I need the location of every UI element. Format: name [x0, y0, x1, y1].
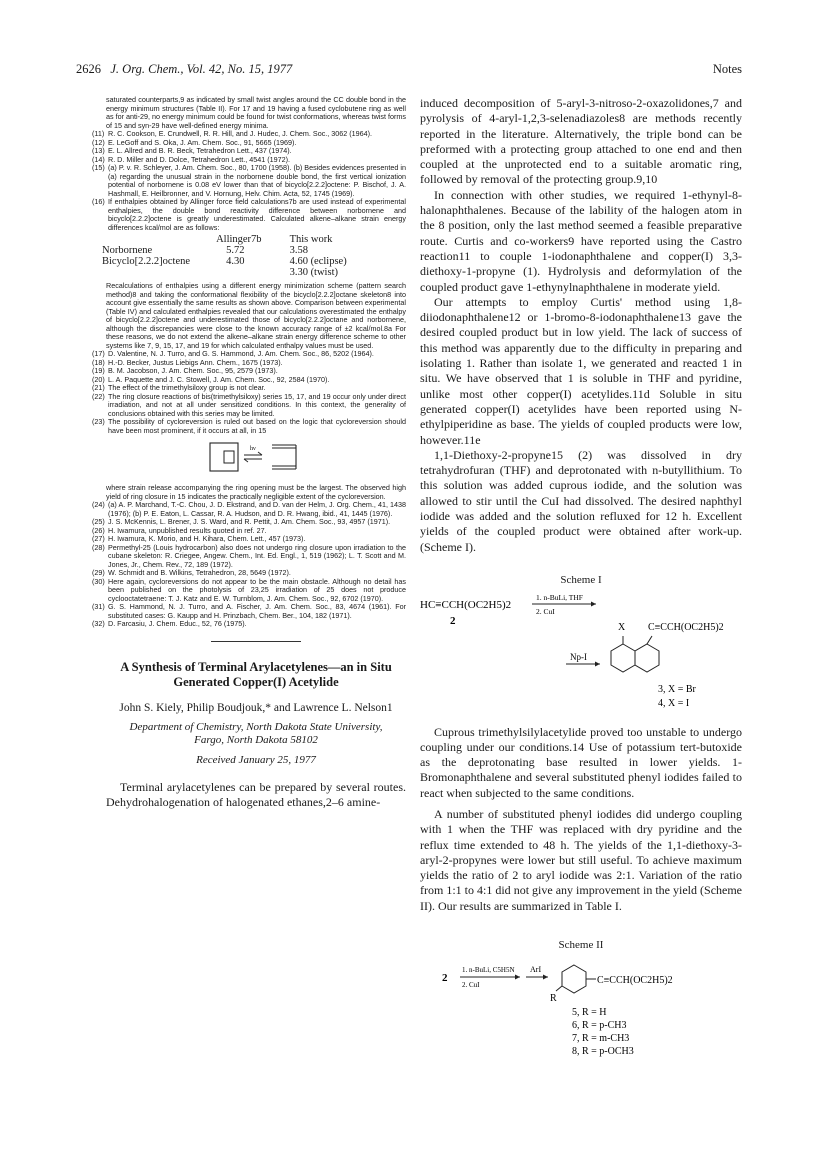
reference-text: The effect of the trimethylsiloxy group is not clear. [108, 383, 266, 392]
scheme2-alkyne-group: C≡CCH(OC2H5)2 [597, 975, 673, 987]
reference-number: (14) [92, 154, 105, 164]
reference-text: B. M. Jacobson, J. Am. Chem. Soc., 95, 2579 (1973). [108, 366, 278, 375]
reference-text: Permethyl-25 (Louis hydrocarbon) also does not undergo ring closure upon irradiation to the cubane skeleton: R. Criegee, Angew. Chem., Int. Ed. Engl., 1, 519 (1962); L. T. Scott and M. Jones, Jr., Chem. Rev., 72, 189 (1972). [108, 542, 406, 569]
paragraph: Our attempts to employ Curtis' method using 1,8-diiodonaphthalene12 or 1-bromo-8-iodonaphthalene13 gave the desired coupled product but in low yield. The lack of success of this method was apparently due to the difficulty in preparing and isolating 1. Rather than isolate 1, we generated and reacted 1 in situ. We have observed that 1 is soluble in THF and pyridine, unlike most other copper(I) acetylides.11d Soluble in situ generated copper(I) acetylides have been reported using N-ethylpiperidine as base. The yields of coupled products were low, however.11e [420, 294, 742, 447]
section-label: Notes [712, 62, 742, 76]
reference-text: H.-D. Becker, Justus Liebigs Ann. Chem., 1675 (1973). [108, 357, 283, 367]
table-row [98, 245, 351, 256]
scheme1-condition-2: 2. CuI [536, 607, 555, 617]
paragraph: Cuprous trimethylsilylacetylide proved too unstable to undergo coupling under our conditions.14 Use of potassium tert-butoxide as the deprotonating base resulted in lower yields. 1-Bromonaphthalene and several substituted phenyl iodides failed to react when subjected to the same conditions. [420, 724, 742, 800]
hv-label: hν [250, 446, 256, 452]
author-affiliation: Department of Chemistry, North Dakota State University, Fargo, North Dakota 58102 [129, 720, 383, 746]
reference-item [92, 578, 406, 604]
references-11-16 [92, 129, 406, 232]
reference-text: D. Valentine, N. J. Turro, and G. S. Hammond, J. Am. Chem. Soc., 86, 5202 (1964). [108, 349, 374, 358]
reference-number: (22) [92, 391, 105, 401]
scheme2-reagent: ArI [530, 965, 542, 975]
scheme2-condition-1: 1. n-BuLi, C5H5N [462, 966, 515, 975]
reference-text: L. A. Paquette and J. C. Stowell, J. Am. Chem. Soc., 92, 2584 (1970). [108, 374, 330, 384]
table-cell [194, 267, 266, 278]
reference-number: (12) [92, 137, 105, 147]
reference-text: The ring closure reactions of bis(trimethylsiloxy) series 15, 17, and 19 occur only under direct irradiation, and not at all under sensitized conditions. In this context, the generality of conclusions obtained with this series may be limited. [108, 391, 406, 418]
reference-item [92, 620, 406, 629]
footnote-23-continuation: where strain release accompanying the ring opening must be the largest. The observed high yield of ring closure in 15 indicates the practically negligible extent of the cycloreversion. [106, 483, 406, 501]
reference-text: G. S. Hammond, N. J. Turro, and A. Fischer, J. Am. Chem. Soc., 83, 4674 (1961). For substituted cases: G. Kaupp and H. Prinzbach, Chem. Ber., 104, 182 (1971). [108, 602, 406, 620]
reference-number: (18) [92, 357, 105, 367]
article-intro [106, 780, 406, 811]
table-cell: 4.60 (eclipse) [289, 256, 347, 267]
reference-text: D. Farcasiu, J. Chem. Educ., 52, 76 (1975). [108, 619, 247, 628]
scheme-1-figure [420, 592, 742, 712]
table-row [98, 256, 351, 267]
reference-number: (26) [92, 525, 105, 535]
reference-text: R. D. Miller and D. Dolce, Tetrahedron Lett., 4541 (1972). [108, 154, 291, 164]
cyclobutene-equilibrium-figure [196, 439, 316, 477]
reference-text: R. C. Cookson, E. Crundwell, R. R. Hill, and J. Hudec, J. Chem. Soc., 3062 (1964). [108, 129, 373, 138]
footnote-16-continuation: Recalculations of enthalpies using a different energy minimization scheme (pattern search method)8 and taking the conformational flexibility of the bicyclo[2.2.2]octane skeleton8 into account give essentially the same results as shown above. Comparison between experimental (Table IV) and calculated enthalpies revealed that our calculations overestimated the enthalpy of bicyclo[2.2.2]octene and underestimated those of bicyclo[2.2.2]octane and norbornene, although the discrepancies were close to the known accuracy range of ±2 kcal/mol.8a For these reasons, we do not extend the alkene–alkane strain energy difference scheme to other systems like 7, 9, 15, 17, and 19 for which calculated enthalpy values must be used. [106, 281, 406, 350]
scheme1-product-3: 3, X = Br [658, 684, 696, 696]
paragraph: 1,1-Diethoxy-2-propyne15 (2) was dissolved in dry tetrahydrofuran (THF) and deprotonated with n-butyllithium. To this solution was added cuprous iodide, and the solution was allowed to stir until the CuI had dissolved. The desired naphthyl iodide was added and the solution refluxed for 12 h. Excellent yields of the coupled product were obtained after work-up. (Scheme I). [420, 447, 742, 554]
table-header [98, 234, 194, 245]
reference-number: (30) [92, 576, 105, 586]
table-row [98, 267, 351, 278]
scheme-2-figure [420, 957, 742, 1065]
references-24-32 [92, 500, 406, 629]
running-header [76, 62, 742, 80]
scheme1-compound-number: 2 [450, 615, 456, 628]
reference-text: E. L. Allred and B. R. Beck, Tetrahedron Lett., 437 (1974). [108, 146, 292, 155]
journal-citation: J. Org. Chem., Vol. 42, No. 15, 1977 [110, 62, 293, 76]
received-date: Received January 25, 1977 [196, 753, 316, 766]
reference-number: (28) [92, 542, 105, 552]
table-cell [98, 267, 194, 278]
scheme2-label-5: 5, R = H [572, 1007, 607, 1019]
scheme2-compound-number: 2 [442, 972, 448, 985]
strain-energy-table [98, 234, 351, 278]
reference-number: (25) [92, 517, 105, 526]
reference-item [92, 418, 406, 435]
reference-number: (31) [92, 602, 105, 611]
reference-text: The possibility of cycloreversion is ruled out based on the logic that cycloreversion should have been most prominent, if it occurs at all, in 15 [108, 417, 406, 435]
footnote-continuation: saturated counterparts,9 as indicated by small twist angles around the CC double bond in the energy minimum structures (Table II). For 17 and 19 having a fused cyclobutene ring as well as for anti-29, no energy minimum could be found for twist conformations, whereas twist forms of 15 and syn-29 have well-defined energy minima. [106, 95, 406, 130]
scheme1-product-4: 4, X = I [658, 698, 690, 710]
reference-number: (24) [92, 500, 105, 509]
page-journal-info [76, 62, 292, 77]
reference-number: (15) [92, 163, 105, 172]
reference-text: (a) P. v. R. Schleyer, J. Am. Chem. Soc., 80, 1700 (1958). (b) Besides evidences presented in (a) regarding the unusual strain in the norbornene double bond, the first vertical ionization potential of norbornene is 0.08 eV lower than that of bicyclo[2.2.2]octene: P. Bischof, J. A. Hashmall, E. Heilbronner, and V. Hornung, Helv. Chim. Acta, 52, 1745 (1969). [108, 163, 406, 198]
scheme1-substituent-x: X [618, 622, 626, 634]
table-header-row [98, 234, 351, 245]
intro-paragraph: Terminal arylacetylenes can be prepared by several routes. Dehydrohalogenation of halogenated ethanes,2–6 amine- [106, 779, 406, 809]
scheme-2-title: Scheme II [558, 939, 604, 952]
paragraph: induced decomposition of 5-aryl-3-nitroso-2-oxazolidones,7 and pyrolysis of 4-aryl-1,2,3-selenadiazoles8 are methods recently reported in the literature. Alternatively, the triple bond can be preformed with a protecting group attached to one end and then coupled at the unprotected end to a suitable aromatic ring, followed by removal of the protecting group.9,10 [420, 96, 742, 187]
reference-text: If enthalpies obtained by Allinger force field calculations7b are used instead of experimental enthalpies, the double bond reactivity difference between norbornene and bicyclo[2.2.2]octene is greatly underestimated. Calculated alkene–alkane strain energy differences kcal/mol are as follows: [108, 197, 406, 232]
table-header: This work [289, 234, 333, 245]
article-authors: John S. Kiely, Philip Boudjouk,* and Lawrence L. Nelson1 [119, 701, 393, 714]
reference-text: (a) A. P. Marchand, T.-C. Chou, J. D. Ekstrand, and D. van der Helm, J. Org. Chem., 41, 1438 (1976); (b) P. E. Eaton, L. Cassar, R. A. Hudson, and D. R. Hwang, ibid., 41, 1445 (1976). [108, 500, 406, 518]
reference-text: H. Iwamura, unpublished results quoted in ref. 27. [108, 525, 267, 535]
reference-number: (29) [92, 568, 105, 577]
reference-number: (27) [92, 534, 105, 543]
reference-item [92, 198, 406, 232]
naphthalene-ring [611, 636, 659, 672]
reference-number: (32) [92, 619, 105, 628]
scheme1-reactant: HC≡CCH(OC2H5)2 [420, 599, 512, 612]
reference-number: (23) [92, 417, 105, 426]
reference-item [92, 393, 406, 419]
paragraph: In connection with other studies, we required 1-ethynyl-8-halonaphthalenes. Because of the lability of the halogen atom in the 8 position, only the last method seemed a feasible preparative route. Curtis and co-workers9 have reported using the Castro reaction11 to couple 1-iodonaphthalene and copper(I) 3,3-diethoxy-1-propyne (1). Hydrolysis and deformylation of the coupled product gave 1-ethynylnaphthalene in moderate yield. [420, 187, 742, 294]
scheme2-condition-2: 2. CuI [462, 981, 480, 990]
table-cell: 5.72 [226, 245, 245, 256]
table-cell: Norbornene [102, 245, 153, 256]
cycloreversion-scheme [106, 439, 406, 482]
scheme2-r-substituent: R [550, 993, 557, 1005]
reference-number: (21) [92, 383, 105, 392]
reference-text: J. S. McKennis, L. Brener, J. S. Ward, and R. Pettit, J. Am. Chem. Soc., 93, 4957 (1971). [108, 517, 391, 526]
scheme-1-title: Scheme I [560, 573, 602, 586]
reference-item [92, 544, 406, 570]
reference-number: (11) [92, 129, 105, 138]
table-cell: 4.30 [226, 256, 245, 267]
references-17-23 [92, 349, 406, 435]
section-divider [211, 641, 301, 642]
reference-number: (16) [92, 197, 105, 206]
scheme1-condition-1: 1. n-BuLi, THF [536, 593, 583, 603]
reference-number: (20) [92, 374, 105, 384]
reference-item [92, 603, 406, 620]
reference-number: (13) [92, 146, 105, 155]
left-column [92, 95, 406, 810]
scheme1-reagent: Np-I [570, 652, 587, 663]
reference-number: (17) [92, 349, 105, 358]
table-cell: 3.58 [289, 245, 308, 256]
page-number: 2626 [76, 62, 101, 76]
article-title: A Synthesis of Terminal Arylacetylenes—an in Situ Generated Copper(I) Acetylide [120, 659, 392, 689]
reference-number: (19) [92, 366, 105, 375]
table-cell: 3.30 (twist) [289, 267, 338, 278]
scheme2-label-6: 6, R = p-CH3 [572, 1020, 627, 1032]
scheme2-label-8: 8, R = p-OCH3 [572, 1046, 634, 1058]
paragraph: A number of substituted phenyl iodides did undergo coupling with 1 when the THF was replaced with dry pyridine and the reflux time extended to 48 h. The yields of the 1,1-diethoxy-3-aryl-2-propynes were lower but still useful. To achieve maximum yields the ratio of 2 to aryl iodide was 2:1. Variation of the ratio from 1:1 to 4:1 did not give any improvement in the yield (Scheme II). Our results are summarized in Table I. [420, 806, 742, 913]
reference-item [92, 164, 406, 198]
benzene-ring [556, 965, 596, 993]
reference-text: E. LeGoff and S. Oka, J. Am. Chem. Soc., 91, 5665 (1969). [108, 137, 297, 147]
table-header: Allinger7b [216, 234, 262, 245]
reference-item [92, 501, 406, 518]
table-cell: Bicyclo[2.2.2]octene [102, 256, 191, 267]
reference-text: Here again, cycloreversions do not appear to be the main obstacle. Although no detail has been published on the photolysis of 23,25 irradiation of 25 does not produce cyclooctatetraene: T. J. Katz and E. W. Turnblom, J. Am. Chem. Soc., 92, 6702 (1970). [108, 576, 406, 603]
reference-text: W. Schmidt and B. Wilkins, Tetrahedron, 28, 5649 (1972). [108, 568, 291, 577]
reference-text: H. Iwamura, K. Morio, and H. Kihara, Chem. Lett., 457 (1973). [108, 534, 306, 543]
right-column [420, 96, 742, 1070]
scheme2-label-7: 7, R = m-CH3 [572, 1033, 630, 1045]
scheme1-alkyne-group: C≡CCH(OC2H5)2 [648, 622, 724, 634]
